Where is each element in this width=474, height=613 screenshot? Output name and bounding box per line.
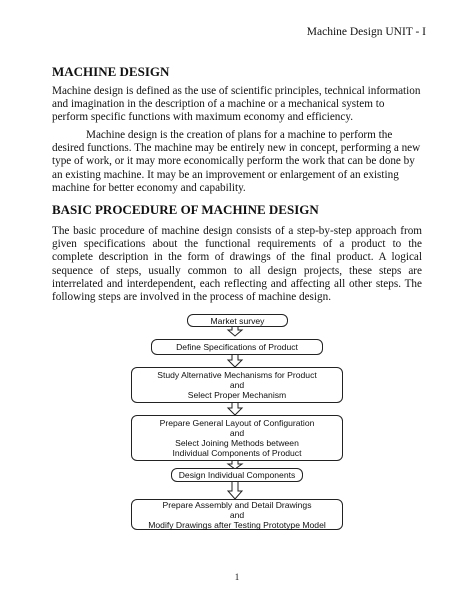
arrow-icon: [228, 354, 242, 367]
running-header: Machine Design UNIT - I: [306, 26, 426, 38]
step-general-layout: [131, 415, 343, 461]
page-number: 1: [234, 572, 240, 582]
step-text: Design Individual Components: [178, 470, 296, 480]
step-text: Select Joining Methods between: [175, 438, 299, 448]
arrow-icon: [228, 326, 242, 336]
procedure-paragraph: The basic procedure of machine design consists of a step-by-step approach from given specifications about the functional requirements of a product to the complete description in the form of drawings of the final product. A logical sequence of steps, usually common to all design projects, these steps are interrelated and interdependent, each reflecting and affecting all other steps. The following steps are involved in the process of machine design.: [52, 225, 422, 304]
step-text: Prepare Assembly and Detail Drawings: [162, 499, 312, 510]
section-title-machine-design: MACHINE DESIGN: [52, 64, 170, 79]
arrow-icon: [228, 402, 242, 415]
step-text: and: [229, 509, 245, 520]
step-text: Define Specifications of Product: [176, 342, 298, 352]
step-text: Modify Drawings after Testing Prototype Model: [148, 519, 326, 530]
step-text: and: [229, 380, 245, 390]
step-text: Market survey: [210, 315, 265, 326]
step-market-survey: [187, 314, 288, 327]
step-text: Select Proper Mechanism: [187, 390, 287, 400]
step-text: Individual Components of Product: [172, 448, 302, 458]
step-study-mechanisms: [131, 367, 343, 403]
creation-paragraph: Machine design is the creation of plans for a machine to perform the desired functions. The machine may be entirely new in concept, performing a new type of work, or it may more economically perform the work that can be done by an existing machine. It may be an improvement or enlargement of an existing machine for better economy and capability.: [52, 129, 421, 194]
step-prepare-drawings: [131, 499, 343, 530]
step-text: Study Alternative Mechanisms for Product: [157, 370, 317, 380]
step-text: and: [229, 428, 245, 438]
step-text: Prepare General Layout of Configuration: [159, 418, 315, 428]
arrow-icon: [228, 481, 242, 499]
section-title-basic-procedure: BASIC PROCEDURE OF MACHINE DESIGN: [52, 202, 319, 217]
definition-paragraph: Machine design is defined as the use of scientific principles, technical information and imagination in the description of a machine or a mechanical system to perform specific functions with maximum economy and efficiency.: [52, 85, 421, 124]
step-design-components: [171, 468, 303, 482]
step-define-specifications: [151, 339, 323, 355]
